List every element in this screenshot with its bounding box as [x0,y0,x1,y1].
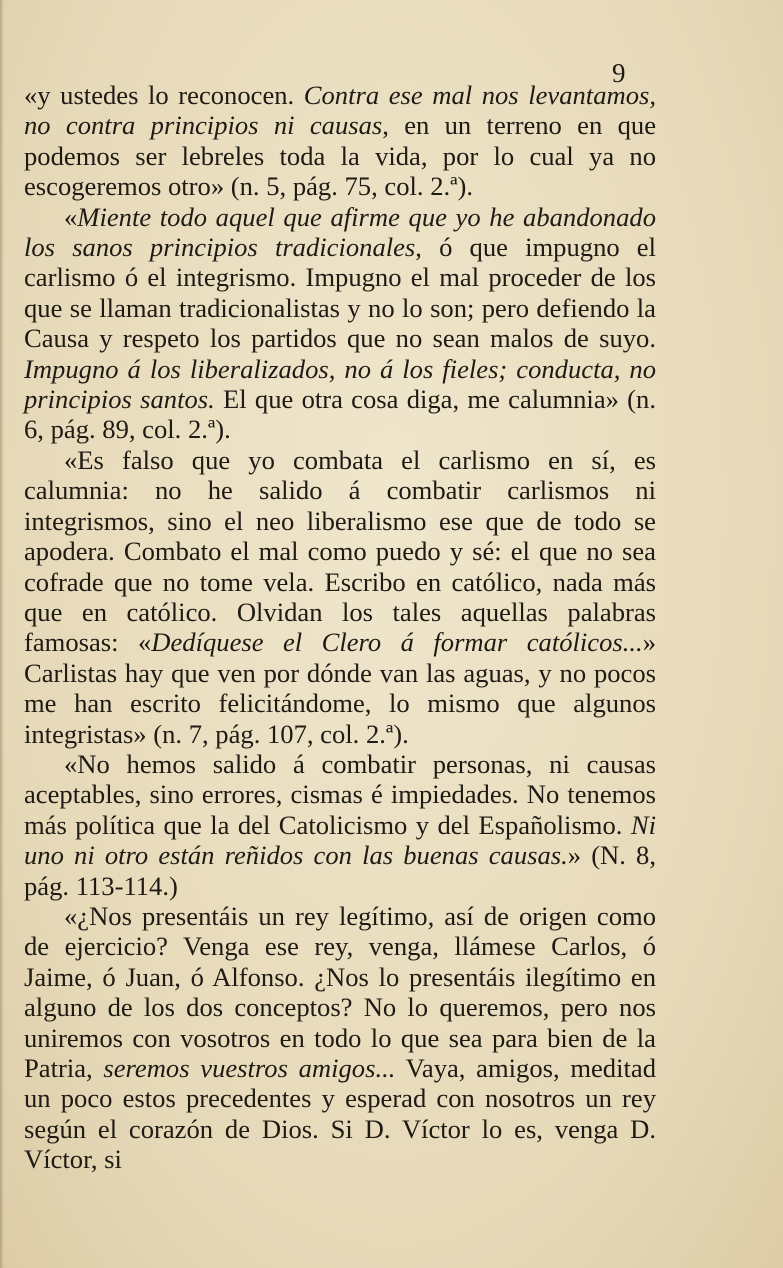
page-gutter-shadow [0,0,4,1268]
page-number: 9 [612,58,626,88]
paragraph [24,901,656,1175]
paragraph [24,202,656,445]
text-segment: » Carlistas hay que ven por dónde van las aguas, y no pocos me han escrito felicitándome, lo mismo que algunos integristas» (n. 7, pág. 107, col. 2.ª). [24,627,656,749]
text-segment: » (N. 8, pág. 113-114.) [24,840,656,901]
italic-text-segment: Miente todo aquel que afirme que yo he abandonado los sanos principios tradicionales [24,201,656,263]
paragraph [24,749,656,901]
text-segment: «Es falso que yo combata el carlismo en sí, es calumnia: no he salido á combatir carlismos ni integrismos, sino el neo liberalismo ese que de todo se apodera. Combato el mal como puedo y sé: el que no sea cofrade que no tome vela. Escribo en católico, nada más que en católico. Olvidan los tales aquellas palabras famosas: « [24,444,656,658]
text-segment: «No hemos salido á combatir personas, ni causas aceptables, sino errores, cismas é impiedades. No tenemos más política que la del Catolicismo y del Españolismo. [24,748,656,840]
italic-text-segment: Contra ese mal nos levantamos, no contra principios ni causas [24,80,656,141]
text-segment: , en un terreno en que podemos ser lebreles toda la vida, por lo cual ya no escogeremos otro» (n. 5, pág. 75, col. 2.ª). [24,110,656,202]
paragraph [24,445,656,749]
text-segment: « [64,201,78,232]
text-segment: El que otra cosa diga, me calumnia» (n. 6, pág. 89, col. 2.ª). [24,384,656,445]
italic-text-segment: seremos vuestros amigos... [103,1053,396,1083]
italic-text-segment: Dedíquese el Clero á formar católicos... [151,627,643,658]
italic-text-segment: Impugno á los liberalizados, no á los fieles; conducta, no principios santos. [24,353,656,415]
body-text [24,80,656,1175]
text-segment: , ó que impugno el carlismo ó el integrismo. Impugno el mal proceder de los que se llaman tradicionalistas y no lo son; pero defiendo la Causa y respeto los partidos que no sean malos de suyo. [24,232,657,354]
text-segment: «y ustedes lo reconocen. [24,80,304,110]
paragraph [24,80,656,202]
text-segment: «¿Nos presentáis un rey legítimo, así de origen como de ejercicio? Venga ese rey, venga, llámese Carlos, ó Jaime, ó Juan, ó Alfonso. ¿Nos lo presentáis ilegítimo en alguno de los dos conceptos? No lo queremos, pero nos uniremos con vosotros en todo lo que sea para bien de la Patria, [24,900,656,1083]
italic-text-segment: Ni uno ni otro están reñidos con las buenas causas. [24,809,656,871]
text-segment: Vaya, amigos, meditad un poco estos precedentes y esperad con nosotros un rey según el corazón de Dios. Si D. Víctor lo es, venga D. Víctor, si [24,1053,656,1175]
